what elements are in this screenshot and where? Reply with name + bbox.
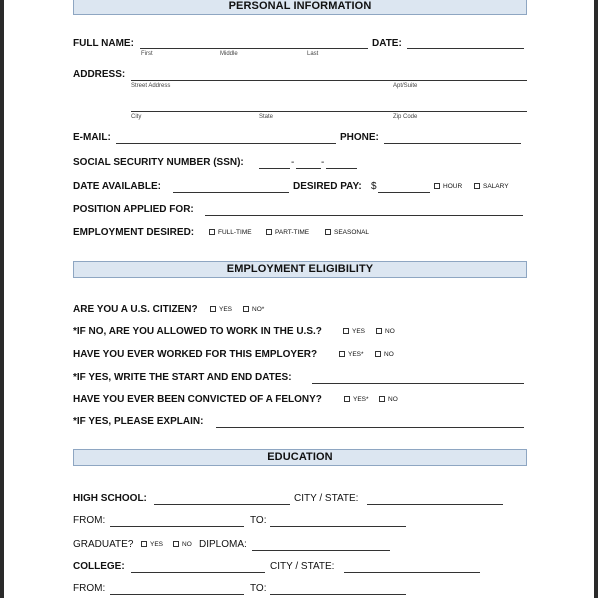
date-label: DATE: <box>372 38 402 49</box>
felony-yes-label: YES* <box>353 396 369 403</box>
worked-yes-option[interactable] <box>339 351 364 358</box>
address-label: ADDRESS: <box>73 69 126 80</box>
graduate-yes-label: YES <box>150 541 164 548</box>
college-from-field[interactable] <box>110 594 244 595</box>
checkbox-icon[interactable] <box>375 351 381 357</box>
college-city-state-label: CITY / STATE: <box>270 561 335 572</box>
desired-pay-label: DESIRED PAY: <box>293 181 362 192</box>
full-name-label: FULL NAME: <box>73 38 134 49</box>
college-to-label: TO: <box>250 583 267 594</box>
worked-no-option[interactable] <box>375 351 394 358</box>
worked-before-question: HAVE YOU EVER WORKED FOR THIS EMPLOYER? <box>73 349 318 360</box>
checkbox-icon[interactable] <box>266 229 272 235</box>
worked-no-label: NO <box>384 351 394 358</box>
allowed-no-label: NO <box>385 328 395 335</box>
checkbox-icon[interactable] <box>343 328 349 334</box>
checkbox-icon[interactable] <box>141 541 147 547</box>
street-address-hint: Street Address <box>131 83 171 89</box>
allowed-yes-option[interactable] <box>343 328 365 335</box>
pay-salary-option[interactable] <box>474 183 509 190</box>
pay-hour-option[interactable] <box>434 183 462 190</box>
checkbox-icon[interactable] <box>173 541 179 547</box>
us-citizen-question: ARE YOU A U.S. CITIZEN? <box>73 304 198 315</box>
full-name-field[interactable] <box>140 48 368 49</box>
high-school-to-field[interactable] <box>270 526 406 527</box>
us-citizen-yes-option[interactable] <box>210 306 232 313</box>
allowed-no-option[interactable] <box>376 328 395 335</box>
checkbox-icon[interactable] <box>474 183 480 189</box>
section-header-education: EDUCATION <box>73 449 527 466</box>
employment-desired-label: EMPLOYMENT DESIRED: <box>73 227 195 238</box>
graduate-yes-option[interactable] <box>141 541 163 548</box>
college-field[interactable] <box>131 572 265 573</box>
high-school-city-state-label: CITY / STATE: <box>294 493 359 504</box>
first-name-hint: First <box>141 51 153 57</box>
ssn-part2-field[interactable] <box>296 168 321 169</box>
ssn-label: SOCIAL SECURITY NUMBER (SSN): <box>73 157 244 168</box>
currency-symbol: $ <box>371 181 377 192</box>
explain-question: *IF YES, PLEASE EXPLAIN: <box>73 416 204 427</box>
allowed-yes-label: YES <box>352 328 366 335</box>
us-citizen-yes-label: YES <box>219 306 233 313</box>
college-label: COLLEGE: <box>73 561 125 572</box>
explain-field[interactable] <box>216 427 524 428</box>
email-field[interactable] <box>116 143 336 144</box>
middle-name-hint: Middle <box>220 51 238 57</box>
college-from-label: FROM: <box>73 583 106 594</box>
diploma-field[interactable] <box>252 550 390 551</box>
full-time-option[interactable] <box>209 229 252 236</box>
high-school-from-field[interactable] <box>110 526 244 527</box>
checkbox-icon[interactable] <box>376 328 382 334</box>
allowed-to-work-question: *IF NO, ARE YOU ALLOWED TO WORK IN THE U.S.? <box>73 326 322 337</box>
high-school-field[interactable] <box>154 504 290 505</box>
section-header-eligibility: EMPLOYMENT ELIGIBILITY <box>73 261 527 278</box>
diploma-label: DIPLOMA: <box>199 539 247 550</box>
phone-field[interactable] <box>384 143 521 144</box>
part-time-option[interactable] <box>266 229 309 236</box>
city-state-zip-field[interactable] <box>131 111 527 112</box>
high-school-city-state-field[interactable] <box>367 504 503 505</box>
graduate-no-option[interactable] <box>173 541 192 548</box>
city-hint: City <box>131 114 142 120</box>
pay-salary-label: SALARY <box>483 183 509 190</box>
high-school-label: HIGH SCHOOL: <box>73 493 147 504</box>
part-time-label: PART-TIME <box>275 229 310 236</box>
us-citizen-no-option[interactable] <box>243 306 264 313</box>
ssn-part3-field[interactable] <box>326 168 357 169</box>
college-to-field[interactable] <box>270 594 406 595</box>
us-citizen-no-label: NO* <box>252 306 265 313</box>
date-field[interactable] <box>407 48 524 49</box>
full-time-label: FULL-TIME <box>218 229 252 236</box>
page-frame-left <box>0 0 4 598</box>
worked-yes-label: YES* <box>348 351 364 358</box>
checkbox-icon[interactable] <box>339 351 345 357</box>
position-label: POSITION APPLIED FOR: <box>73 204 194 215</box>
phone-label: PHONE: <box>340 132 379 143</box>
checkbox-icon[interactable] <box>344 396 350 402</box>
start-end-dates-field[interactable] <box>312 383 524 384</box>
checkbox-icon[interactable] <box>325 229 331 235</box>
graduate-label: GRADUATE? <box>73 539 134 550</box>
graduate-no-label: NO <box>182 541 192 548</box>
email-label: E-MAIL: <box>73 132 111 143</box>
street-address-field[interactable] <box>131 80 527 81</box>
page-frame-right <box>594 0 598 598</box>
checkbox-icon[interactable] <box>434 183 440 189</box>
seasonal-label: SEASONAL <box>334 229 370 236</box>
position-field[interactable] <box>205 215 523 216</box>
date-available-field[interactable] <box>173 192 289 193</box>
high-school-from-label: FROM: <box>73 515 106 526</box>
section-header-personal: PERSONAL INFORMATION <box>73 0 527 15</box>
checkbox-icon[interactable] <box>379 396 385 402</box>
ssn-separator-1: - <box>291 157 295 168</box>
state-hint: State <box>259 114 274 120</box>
felony-question: HAVE YOU EVER BEEN CONVICTED OF A FELONY? <box>73 394 322 405</box>
start-end-dates-question: *IF YES, WRITE THE START AND END DATES: <box>73 372 292 383</box>
ssn-part1-field[interactable] <box>259 168 290 169</box>
felony-yes-option[interactable] <box>344 396 369 403</box>
pay-hour-label: HOUR <box>443 183 463 190</box>
ssn-separator-2: - <box>321 157 325 168</box>
zip-code-hint: Zip Code <box>393 114 418 120</box>
checkbox-icon[interactable] <box>209 229 215 235</box>
desired-pay-field[interactable] <box>378 192 430 193</box>
apt-suite-hint: Apt/Suite <box>393 83 418 89</box>
checkbox-icon[interactable] <box>243 306 249 312</box>
last-name-hint: Last <box>307 51 319 57</box>
checkbox-icon[interactable] <box>210 306 216 312</box>
college-city-state-field[interactable] <box>344 572 480 573</box>
date-available-label: DATE AVAILABLE: <box>73 181 161 192</box>
felony-no-label: NO <box>388 396 398 403</box>
high-school-to-label: TO: <box>250 515 267 526</box>
seasonal-option[interactable] <box>325 229 369 236</box>
felony-no-option[interactable] <box>379 396 398 403</box>
